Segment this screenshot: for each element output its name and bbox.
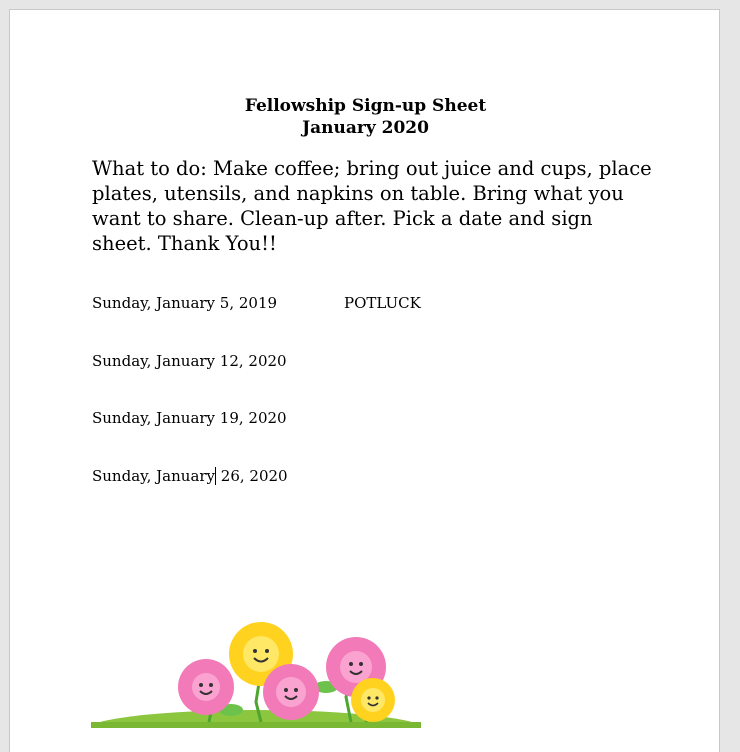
date-line-jan-26-part1: Sunday, January: [92, 467, 216, 485]
date-line-jan-5: Sunday, January 5, 2019: [92, 294, 278, 312]
date-line-jan-19: Sunday, January 19, 2020: [92, 409, 287, 427]
date-line-jan-26: [92, 467, 288, 485]
instructions-paragraph: What to do: Make coffee; bring out juice and cups, place plates, utensils, and napkins on table. Bring what you want to share. Clean-up after. Pick a date and sign sheet. Thank You!!: [92, 157, 652, 255]
document-page[interactable]: [9, 9, 720, 752]
date-line-jan-12: Sunday, January 12, 2020: [92, 352, 287, 370]
date-line-jan-26-part2: 26, 2020: [216, 467, 288, 485]
document-title: Fellowship Sign-up Sheet: [244, 96, 487, 116]
flowers-clipart-icon: [91, 622, 421, 728]
potluck-note: POTLUCK: [344, 294, 421, 312]
document-subtitle: January 2020: [302, 118, 429, 138]
